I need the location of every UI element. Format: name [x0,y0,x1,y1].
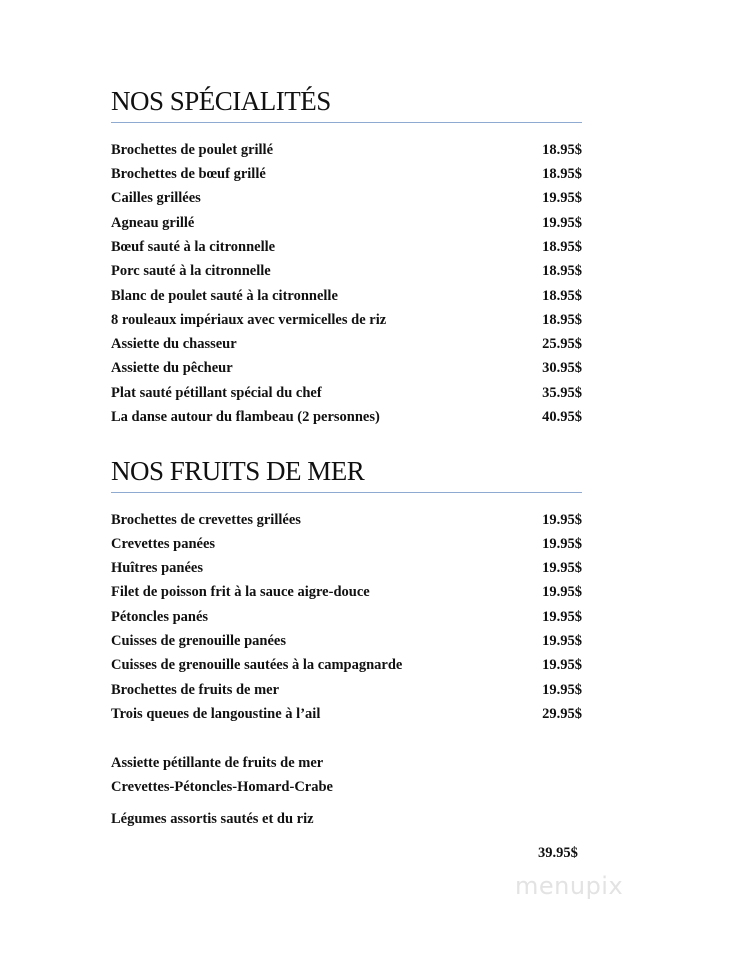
item-price: 29.95$ [542,706,582,722]
item-price: 18.95$ [542,142,582,158]
item-name: Brochettes de bœuf grillé [111,166,266,182]
item-price: 18.95$ [542,239,582,255]
item-name: Plat sauté pétillant spécial du chef [111,385,322,401]
item-name: 8 rouleaux impériaux avec vermicelles de riz [111,312,387,328]
menu-item [111,334,582,354]
menu-item [111,510,582,530]
item-name: Cailles grillées [111,190,201,206]
menu-item [111,631,582,651]
item-price: 30.95$ [542,360,582,376]
menu-item [111,607,582,627]
assiette-contents: Crevettes-Pétoncles-Homard-Crabe [111,779,333,795]
item-price: 19.95$ [542,560,582,576]
item-price: 19.95$ [542,609,582,625]
item-name: Assiette du pêcheur [111,360,233,376]
item-name: Pétoncles panés [111,609,209,625]
menu-item [111,582,582,602]
menu-item [111,704,582,724]
item-name: Porc sauté à la citronnelle [111,263,271,279]
item-name: Agneau grillé [111,215,195,231]
item-name: Assiette du chasseur [111,336,237,352]
item-name: Brochettes de poulet grillé [111,142,274,158]
section-divider [111,492,582,493]
item-name: Brochettes de crevettes grillées [111,512,301,528]
item-name: Cuisses de grenouille panées [111,633,286,649]
item-price: 19.95$ [542,215,582,231]
menu-item [111,188,582,208]
menu-item [111,558,582,578]
item-price: 40.95$ [542,409,582,425]
assiette-sides: Légumes assortis sautés et du riz [111,811,314,827]
item-name: Filet de poisson frit à la sauce aigre-douce [111,584,370,600]
item-name: Bœuf sauté à la citronnelle [111,239,276,255]
item-price: 35.95$ [542,385,582,401]
item-price: 18.95$ [542,312,582,328]
item-name: La danse autour du flambeau (2 personnes) [111,409,380,425]
assiette-price: 39.95$ [538,845,578,861]
menu-item [111,213,582,233]
watermark-logo: menupix [515,872,624,900]
section-divider [111,122,582,123]
menu-item [111,237,582,257]
menu-item [111,383,582,403]
item-name: Huîtres panées [111,560,203,576]
menu-item [111,358,582,378]
section-title-specialites: NOS SPÉCIALITÉS [111,86,331,116]
item-price: 19.95$ [542,536,582,552]
item-price: 19.95$ [542,633,582,649]
item-price: 18.95$ [542,166,582,182]
item-price: 18.95$ [542,288,582,304]
item-price: 25.95$ [542,336,582,352]
menu-item [111,680,582,700]
menu-item [111,164,582,184]
item-price: 19.95$ [542,584,582,600]
menu-item [111,310,582,330]
item-name: Cuisses de grenouille sautées à la campagnarde [111,657,403,673]
menu-item [111,261,582,281]
item-name: Trois queues de langoustine à l’ail [111,706,321,722]
menu-item [111,407,582,427]
menu-item [111,286,582,306]
assiette-title: Assiette pétillante de fruits de mer [111,755,324,771]
menu-item [111,140,582,160]
item-name: Crevettes panées [111,536,216,552]
item-price: 19.95$ [542,682,582,698]
item-name: Brochettes de fruits de mer [111,682,280,698]
menu-item [111,534,582,554]
item-price: 19.95$ [542,512,582,528]
section-title-fruits-de-mer: NOS FRUITS DE MER [111,456,365,486]
item-price: 19.95$ [542,657,582,673]
item-price: 19.95$ [542,190,582,206]
menu-item [111,655,582,675]
item-name: Blanc de poulet sauté à la citronnelle [111,288,338,304]
item-price: 18.95$ [542,263,582,279]
